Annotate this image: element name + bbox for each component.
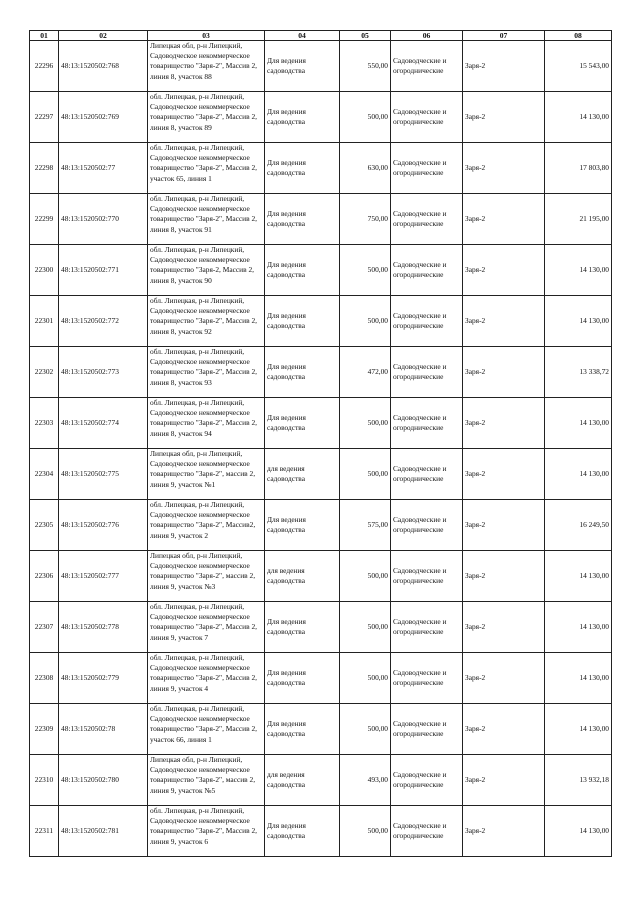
address-cell	[148, 551, 265, 602]
table-row	[30, 398, 612, 449]
row-number-cell: 22307	[30, 602, 59, 653]
location-cell: Заря-2	[463, 398, 545, 449]
permitted-use-cell: Для ведения садоводства	[265, 398, 340, 449]
column-header: 06	[391, 31, 463, 41]
land-category-cell: Садоводческие и огороднические	[391, 704, 463, 755]
row-number-cell: 22300	[30, 245, 59, 296]
row-number-cell: 22305	[30, 500, 59, 551]
area-cell: 500,00	[340, 602, 391, 653]
permitted-use-cell: Для ведения садоводства	[265, 500, 340, 551]
address-cell	[148, 602, 265, 653]
cadastral-number-cell: 48:13:1520502:77	[59, 143, 148, 194]
address-text: обл. Липецкая, р-н Липецкий, Садоводческое некоммерческое товарищество "Заря-2", Массив 2, линия 8, участок 93	[150, 347, 258, 387]
cadastral-value-cell: 13 932,18	[545, 755, 612, 806]
land-category-cell: Садоводческие и огороднические	[391, 296, 463, 347]
location-cell: Заря-2	[463, 245, 545, 296]
area-cell: 472,00	[340, 347, 391, 398]
area-cell: 500,00	[340, 92, 391, 143]
location-cell: Заря-2	[463, 296, 545, 347]
column-header: 07	[463, 31, 545, 41]
address-text: обл. Липецкая, р-н Липецкий, Садоводческое некоммерческое товарищество "Заря-2", Массив 2, участок 65, линия 1	[150, 143, 258, 183]
permitted-use-cell: для ведения садоводства	[265, 449, 340, 500]
column-header: 05	[340, 31, 391, 41]
table-row	[30, 347, 612, 398]
land-category-cell: Садоводческие и огороднические	[391, 194, 463, 245]
land-category-cell: Садоводческие и огороднические	[391, 551, 463, 602]
cadastral-value-cell: 14 130,00	[545, 92, 612, 143]
table-row	[30, 704, 612, 755]
address-text: Липецкая обл, р-н Липецкий, Садоводческое некоммерческое товарищество "Заря-2", массив 2, линия 9, участок №3	[150, 551, 256, 591]
area-cell: 500,00	[340, 653, 391, 704]
row-number-cell: 22298	[30, 143, 59, 194]
address-text: обл. Липецкая, р-н Липецкий, Садоводческое некоммерческое товарищество "Заря-2", Массив 2, линия 9, участок 6	[150, 806, 258, 846]
land-category-cell: Садоводческие и огороднические	[391, 398, 463, 449]
row-number-cell: 22297	[30, 92, 59, 143]
address-text: обл. Липецкая, р-н Липецкий, Садоводческое некоммерческое товарищество "Заря-2", Массив 2, линия 8, участок 94	[150, 398, 258, 438]
row-number-cell: 22301	[30, 296, 59, 347]
table-row	[30, 653, 612, 704]
area-cell: 575,00	[340, 500, 391, 551]
cadastral-value-cell: 14 130,00	[545, 245, 612, 296]
area-cell: 500,00	[340, 296, 391, 347]
cadastral-number-cell: 48:13:1520502:780	[59, 755, 148, 806]
permitted-use-cell: Для ведения садоводства	[265, 41, 340, 92]
cadastral-number-cell: 48:13:1520502:773	[59, 347, 148, 398]
area-cell: 493,00	[340, 755, 391, 806]
permitted-use-cell: Для ведения садоводства	[265, 602, 340, 653]
area-cell: 500,00	[340, 704, 391, 755]
land-category-cell: Садоводческие и огороднические	[391, 143, 463, 194]
address-cell	[148, 92, 265, 143]
cadastral-number-cell: 48:13:1520502:777	[59, 551, 148, 602]
permitted-use-cell: Для ведения садоводства	[265, 92, 340, 143]
location-cell: Заря-2	[463, 704, 545, 755]
land-category-cell: Садоводческие и огороднические	[391, 92, 463, 143]
column-header: 08	[545, 31, 612, 41]
row-number-cell: 22299	[30, 194, 59, 245]
permitted-use-cell: Для ведения садоводства	[265, 704, 340, 755]
address-cell	[148, 296, 265, 347]
cadastral-value-cell: 21 195,00	[545, 194, 612, 245]
location-cell: Заря-2	[463, 143, 545, 194]
cadastral-number-cell: 48:13:1520502:781	[59, 806, 148, 857]
address-cell	[148, 806, 265, 857]
table-row	[30, 755, 612, 806]
cadastral-value-cell: 13 338,72	[545, 347, 612, 398]
table-row	[30, 806, 612, 857]
area-cell: 500,00	[340, 398, 391, 449]
cadastral-value-cell: 14 130,00	[545, 398, 612, 449]
land-category-cell: Садоводческие и огороднические	[391, 602, 463, 653]
address-text: Липецкая обл, р-н Липецкий, Садоводческое некоммерческое товарищество "Заря-2", массив 2, линия 9, участок №1	[150, 449, 256, 489]
address-cell	[148, 347, 265, 398]
address-cell	[148, 755, 265, 806]
area-cell: 550,00	[340, 41, 391, 92]
land-category-cell: Садоводческие и огороднические	[391, 806, 463, 857]
land-category-cell: Садоводческие и огороднические	[391, 41, 463, 92]
column-header: 04	[265, 31, 340, 41]
location-cell: Заря-2	[463, 755, 545, 806]
address-text: обл. Липецкая, р-н Липецкий, Садоводческое некоммерческое товарищество "Заря-2", Массив2, линия 9, участок 2	[150, 500, 256, 540]
row-number-cell: 22310	[30, 755, 59, 806]
area-cell: 630,00	[340, 143, 391, 194]
row-number-cell: 22302	[30, 347, 59, 398]
cadastral-value-cell: 14 130,00	[545, 806, 612, 857]
address-cell	[148, 449, 265, 500]
address-text: Липецкая обл, р-н Липецкий, Садоводческое некоммерческое товарищество "Заря-2", массив 2, линия 9, участок №5	[150, 755, 256, 795]
permitted-use-cell: Для ведения садоводства	[265, 245, 340, 296]
cadastral-number-cell: 48:13:1520502:775	[59, 449, 148, 500]
area-cell: 500,00	[340, 806, 391, 857]
address-text: обл. Липецкая, р-н Липецкий, Садоводческое некоммерческое товарищество "Заря-2", Массив 2, линия 9, участок 7	[150, 602, 258, 642]
location-cell: Заря-2	[463, 500, 545, 551]
land-category-cell: Садоводческие и огороднические	[391, 500, 463, 551]
area-cell: 500,00	[340, 449, 391, 500]
table-row	[30, 92, 612, 143]
location-cell: Заря-2	[463, 92, 545, 143]
address-cell	[148, 704, 265, 755]
row-number-cell: 22309	[30, 704, 59, 755]
column-header: 01	[30, 31, 59, 41]
address-cell	[148, 41, 265, 92]
location-cell: Заря-2	[463, 806, 545, 857]
address-cell	[148, 143, 265, 194]
column-header: 02	[59, 31, 148, 41]
permitted-use-cell: Для ведения садоводства	[265, 143, 340, 194]
address-cell	[148, 245, 265, 296]
location-cell: Заря-2	[463, 347, 545, 398]
table-row	[30, 194, 612, 245]
cadastral-number-cell: 48:13:1520502:774	[59, 398, 148, 449]
permitted-use-cell: Для ведения садоводства	[265, 806, 340, 857]
cadastral-number-cell: 48:13:1520502:779	[59, 653, 148, 704]
location-cell: Заря-2	[463, 602, 545, 653]
cadastral-value-cell: 14 130,00	[545, 704, 612, 755]
header-row	[30, 31, 612, 41]
cadastral-number-cell: 48:13:1520502:770	[59, 194, 148, 245]
table-row	[30, 143, 612, 194]
cadastral-number-cell: 48:13:1520502:78	[59, 704, 148, 755]
address-cell	[148, 398, 265, 449]
table-row	[30, 296, 612, 347]
location-cell: Заря-2	[463, 41, 545, 92]
location-cell: Заря-2	[463, 653, 545, 704]
land-category-cell: Садоводческие и огороднические	[391, 755, 463, 806]
address-text: обл. Липецкая, р-н Липецкий, Садоводческое некоммерческое товарищество "Заря-2", Массив 2, линия 9, участок 4	[150, 653, 258, 693]
permitted-use-cell: Для ведения садоводства	[265, 347, 340, 398]
cadastral-value-cell: 14 130,00	[545, 602, 612, 653]
cadastral-number-cell: 48:13:1520502:768	[59, 41, 148, 92]
address-cell	[148, 500, 265, 551]
area-cell: 500,00	[340, 245, 391, 296]
cadastral-value-cell: 14 130,00	[545, 653, 612, 704]
row-number-cell: 22296	[30, 41, 59, 92]
address-cell	[148, 194, 265, 245]
permitted-use-cell: для ведения садоводства	[265, 551, 340, 602]
cadastral-value-cell: 14 130,00	[545, 551, 612, 602]
permitted-use-cell: для ведения садоводства	[265, 755, 340, 806]
cadastral-number-cell: 48:13:1520502:771	[59, 245, 148, 296]
cadastral-number-cell: 48:13:1520502:778	[59, 602, 148, 653]
permitted-use-cell: Для ведения садоводства	[265, 194, 340, 245]
row-number-cell: 22303	[30, 398, 59, 449]
land-category-cell: Садоводческие и огороднические	[391, 245, 463, 296]
location-cell: Заря-2	[463, 194, 545, 245]
column-header: 03	[148, 31, 265, 41]
cadastral-value-cell: 17 803,80	[545, 143, 612, 194]
address-text: обл. Липецкая, р-н Липецкий, Садоводческое некоммерческое товарищество "Заря-2", Массив 2, линия 8, участок 89	[150, 92, 258, 132]
land-category-cell: Садоводческие и огороднические	[391, 347, 463, 398]
cadastral-value-cell: 14 130,00	[545, 449, 612, 500]
permitted-use-cell: Для ведения садоводства	[265, 296, 340, 347]
cadastral-number-cell: 48:13:1520502:769	[59, 92, 148, 143]
table-row	[30, 449, 612, 500]
table-row	[30, 602, 612, 653]
land-registry-table	[29, 30, 612, 857]
permitted-use-cell: Для ведения садоводства	[265, 653, 340, 704]
land-category-cell: Садоводческие и огороднические	[391, 653, 463, 704]
cadastral-value-cell: 15 543,00	[545, 41, 612, 92]
cadastral-value-cell: 16 249,50	[545, 500, 612, 551]
cadastral-number-cell: 48:13:1520502:772	[59, 296, 148, 347]
table-row	[30, 245, 612, 296]
row-number-cell: 22304	[30, 449, 59, 500]
row-number-cell: 22306	[30, 551, 59, 602]
cadastral-number-cell: 48:13:1520502:776	[59, 500, 148, 551]
row-number-cell: 22311	[30, 806, 59, 857]
location-cell: Заря-2	[463, 551, 545, 602]
address-text: обл. Липецкая, р-н Липецкий, Садоводческое некоммерческое товарищество "Заря-2", Массив 2, линия 8, участок 91	[150, 194, 258, 234]
address-cell	[148, 653, 265, 704]
table-row	[30, 41, 612, 92]
table-row	[30, 551, 612, 602]
address-text: обл. Липецкая, р-н Липецкий, Садоводческое некоммерческое товарищество "Заря-2", Массив 2, линия 8, участок 92	[150, 296, 258, 336]
cadastral-value-cell: 14 130,00	[545, 296, 612, 347]
location-cell: Заря-2	[463, 449, 545, 500]
address-text: Липецкая обл, р-н Липецкий, Садоводческое некоммерческое товарищество "Заря-2", Массив 2, линия 8, участок 88	[150, 41, 258, 81]
address-text: обл. Липецкая, р-н Липецкий, Садоводческое некоммерческое товарищество "Заря-2, Массив 2, линия 8, участок 90	[150, 245, 254, 285]
address-text: обл. Липецкая, р-н Липецкий, Садоводческое некоммерческое товарищество "Заря-2", Массив 2, участок 66, линия 1	[150, 704, 258, 744]
table-row	[30, 500, 612, 551]
area-cell: 500,00	[340, 551, 391, 602]
row-number-cell: 22308	[30, 653, 59, 704]
area-cell: 750,00	[340, 194, 391, 245]
land-category-cell: Садоводческие и огороднические	[391, 449, 463, 500]
